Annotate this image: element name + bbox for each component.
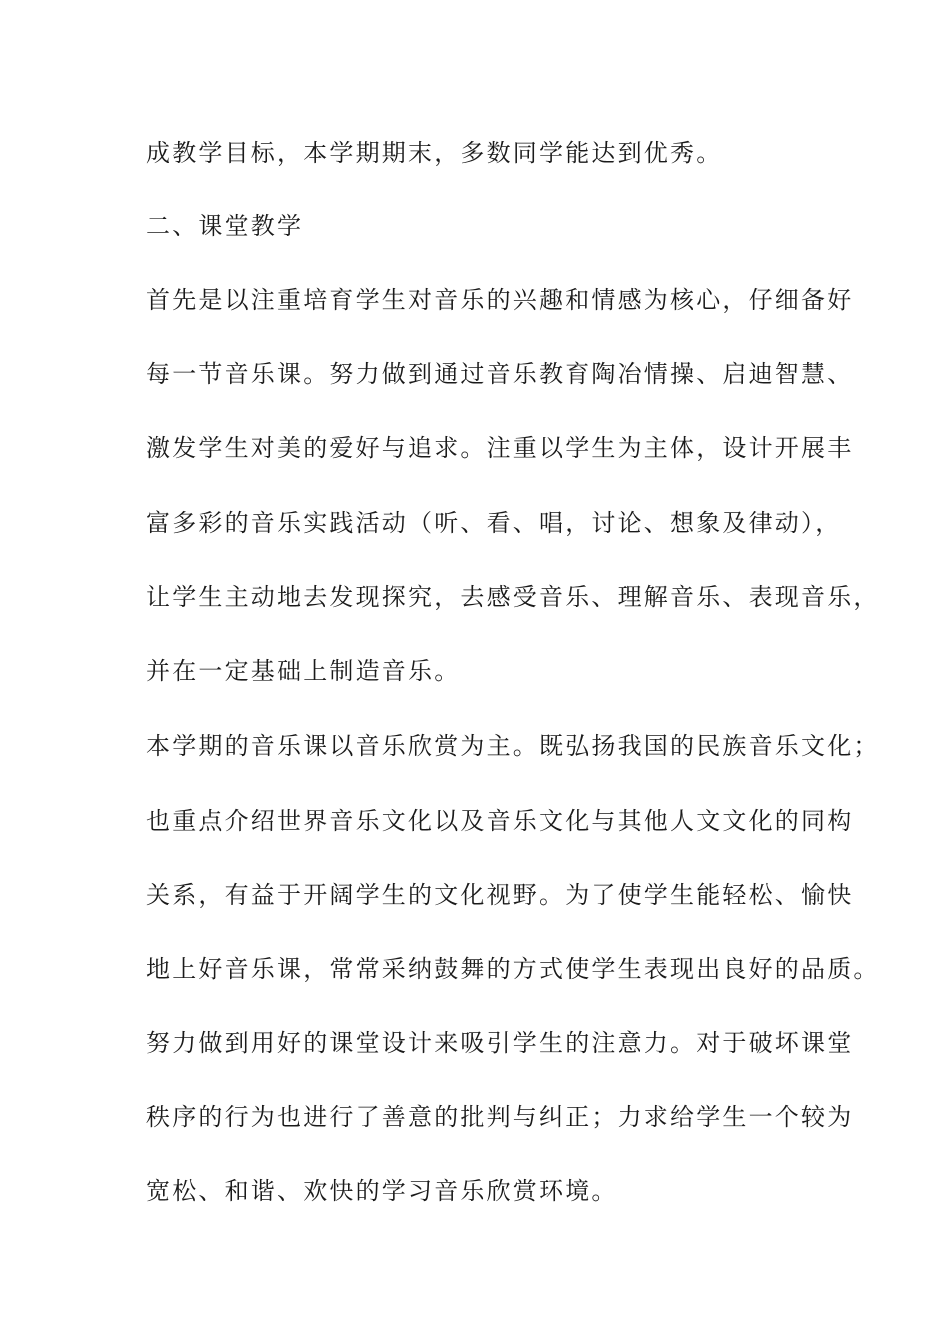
- text-line: 地上好音乐课，常常采纳鼓舞的方式使学生表现出良好的品质。: [146, 955, 880, 983]
- text-line: 每一节音乐课。努力做到通过音乐教育陶冶情操、启迪智慧、: [146, 360, 854, 388]
- text-line: 富多彩的音乐实践活动（听、看、唱，讨论、想象及律动），: [146, 509, 842, 537]
- text-line: 成教学目标，本学期期末，多数同学能达到优秀。: [146, 139, 723, 167]
- text-line: 也重点介绍世界音乐文化以及音乐文化与其他人文文化的同构: [146, 807, 854, 835]
- text-line: 宽松、和谐、欢快的学习音乐欣赏环境。: [146, 1177, 618, 1205]
- text-line: 让学生主动地去发现探究，去感受音乐、理解音乐、表现音乐，: [146, 583, 880, 611]
- text-line: 本学期的音乐课以音乐欣赏为主。既弘扬我国的民族音乐文化；: [146, 732, 880, 760]
- text-line: 关系，有益于开阔学生的文化视野。为了使学生能轻松、愉快: [146, 881, 854, 909]
- text-line: 激发学生对美的爱好与追求。注重以学生为主体，设计开展丰: [146, 434, 854, 462]
- text-line: 秩序的行为也进行了善意的批判与纠正；力求给学生一个较为: [146, 1103, 854, 1131]
- text-line: 首先是以注重培育学生对音乐的兴趣和情感为核心，仔细备好: [146, 286, 854, 314]
- section-heading: 二、课堂教学: [146, 212, 304, 240]
- text-line: 并在一定基础上制造音乐。: [146, 657, 461, 685]
- text-line: 努力做到用好的课堂设计来吸引学生的注意力。对于破坏课堂: [146, 1029, 854, 1057]
